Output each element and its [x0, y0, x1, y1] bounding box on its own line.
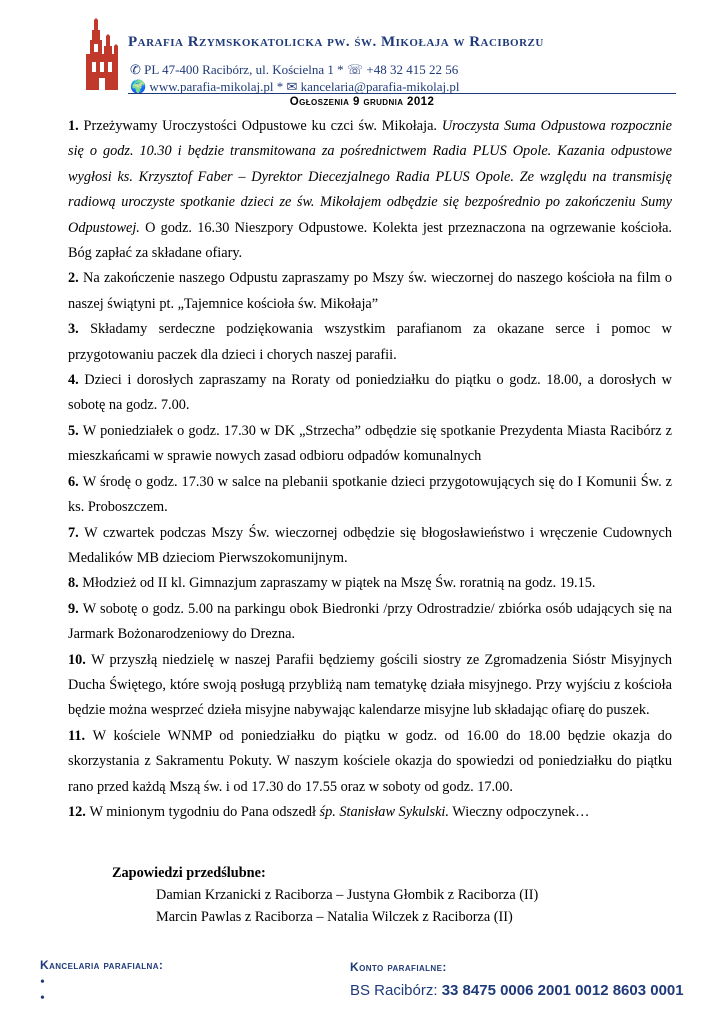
office-label: Kancelaria parafialna: [40, 958, 164, 972]
item-text: śp. Stanisław Sykulski. [319, 803, 449, 820]
item-text: W sobotę o godz. 5.00 na parkingu obok Biedronki /przy Odrostradzie/ zbiórka osób udających się na Jarmark Bożonarodzeniowy do Drezna. [68, 600, 673, 643]
item-text: Na zakończenie naszego Odpustu zapraszamy po Mszy św. wieczornej do naszego kościoła na film o naszej świątyni pt. „Tajemnice kościoła św. Mikołaja” [68, 270, 673, 312]
church-logo-icon [80, 16, 124, 94]
announcements-title: Ogłoszenia 9 grudnia 2012 [289, 96, 435, 108]
item-text: Przeżywamy Uroczystości Odpustowe ku czci św. Mikołaja. [83, 118, 442, 134]
item-number: 5. [68, 422, 83, 439]
announcement-item [68, 470, 672, 521]
account-number: 33 8475 0006 2001 0012 8603 0001 [441, 982, 684, 999]
announcement-item [68, 419, 672, 470]
announcement-item [68, 571, 672, 596]
announcement-item [68, 114, 672, 266]
item-text: Wieczny odpoczynek… [448, 803, 590, 820]
item-number: 9. [68, 600, 83, 617]
announcement-item [68, 521, 672, 572]
item-text: W kościele WNMP od poniedziałku do piątku w godz. od 16.00 do 18.00 będzie okazja do skorzystania z Sakramentu Pokuty. W naszym kościele okazja do spowiedzi od poniedziałku do piątku rano przed każdą Mszą św. i od 17.30 do 17.55 oraz w soboty od godz. 17.00. [68, 727, 672, 795]
parish-name: Parafia Rzymskokatolicka pw. św. Mikołaja w Raciborzu [128, 34, 544, 50]
announcement-item [68, 648, 672, 724]
item-text: W poniedziałek o godz. 17.30 w DK „Strzecha” odbędzie się spotkanie Prezydenta Miasta Racibórz z mieszkańcami w sprawie nowych zasad odbioru odpadów komunalnych [68, 422, 673, 465]
item-text: W środę o godz. 17.30 w salce na plebanii spotkanie dzieci przygotowujących się do I Komunii Św. z ks. Proboszczem. [68, 473, 673, 516]
parish-web-email: 🌍 www.parafia-mikolaj.pl * ✉ kancelaria@parafia-mikolaj.pl [130, 79, 460, 94]
item-text: W przyszłą niedzielę w naszej Parafii będziemy gościli siostry ze Zgromadzenia Sióstr Misyjnych Ducha Świętego, które swoją posługą przybliżą nam tematykę działa misyjnego. Przy wyjściu z kościoła będzie można wesprzeć dzieła misyjne nabywając kalendarze misyjne lub składając ofiarę do puszek. [68, 651, 672, 719]
account-label: Konto parafialne: [350, 960, 447, 974]
item-number: 10. [68, 651, 92, 668]
announcement-item [68, 800, 672, 825]
bank-account [350, 982, 684, 999]
item-text: W czwartek podczas Mszy Św. wieczornej odbędzie się błogosławieństwo i wręczenie Cudownych Medalików MB dzieciom Pierwszokomunijnym. [68, 524, 673, 566]
announcement-item [68, 724, 672, 800]
banns-title: Zapowiedzi przedślubne: [112, 865, 266, 881]
item-number: 4. [68, 372, 85, 389]
item-number: 6. [68, 473, 83, 490]
bank-name: BS Racibórz: [350, 982, 442, 999]
item-number: 12. [68, 803, 90, 820]
item-number: 11. [68, 727, 93, 744]
item-number: 3. [68, 321, 91, 338]
announcement-item [68, 266, 672, 317]
item-text: Uroczysta Suma Odpustowa rozpocznie się o godz. 10.30 i będzie transmitowana za pośrednictwem Radia PLUS Opole. Kazania odpustowe wygłosi ks. Krzysztof Faber – Dyrektor Diecezjalnego Radia PLUS Opole. Ze względu na transmisję radiową uroczyste spotkanie dzieci ze św. Mikołajem odbędzie się bezpośrednio po zakończeniu Sumy Odpustowej. [68, 118, 673, 236]
announcement-item [68, 368, 672, 419]
banns-line: Damian Krzanicki z Raciborza – Justyna Głombik z Raciborza (II) [156, 887, 539, 903]
item-number: 8. [68, 575, 83, 592]
announcements-list [68, 114, 672, 825]
office-bullets: • • [40, 975, 45, 1006]
wedding-banns [112, 862, 538, 928]
announcement-item [68, 317, 672, 368]
item-text: Składamy serdeczne podziękowania wszystkim parafianom za okazane serce i pomoc w przygotowaniu paczek dla dzieci i chorych naszej parafii. [68, 321, 672, 363]
item-number: 7. [68, 524, 85, 541]
item-number: 1. [68, 118, 84, 134]
banns-line: Marcin Pawlas z Raciborza – Natalia Wilczek z Raciborza (II) [156, 909, 513, 925]
announcement-item [68, 597, 672, 648]
item-number: 2. [68, 270, 84, 287]
item-text: W minionym tygodniu do Pana odszedł [89, 803, 320, 820]
item-text: Dzieci i dorosłych zapraszamy na Roraty od poniedziałku do piątku o godz. 18.00, a dorosłych w sobotę na godz. 7.00. [68, 372, 673, 414]
header-divider [128, 93, 676, 94]
item-text: Młodzież od II kl. Gimnazjum zapraszamy w piątek na Mszę Św. roratnią na godz. 19.15. [82, 575, 596, 592]
item-text: O godz. 16.30 Nieszpory Odpustowe. Kolekta jest przeznaczona na ogrzewanie kościoła. Bóg zapłać za składane ofiary. [68, 219, 672, 262]
parish-address-phone: ✆ PL 47-400 Racibórz, ul. Kościelna 1 * ☏ +48 32 415 22 56 [130, 62, 459, 77]
